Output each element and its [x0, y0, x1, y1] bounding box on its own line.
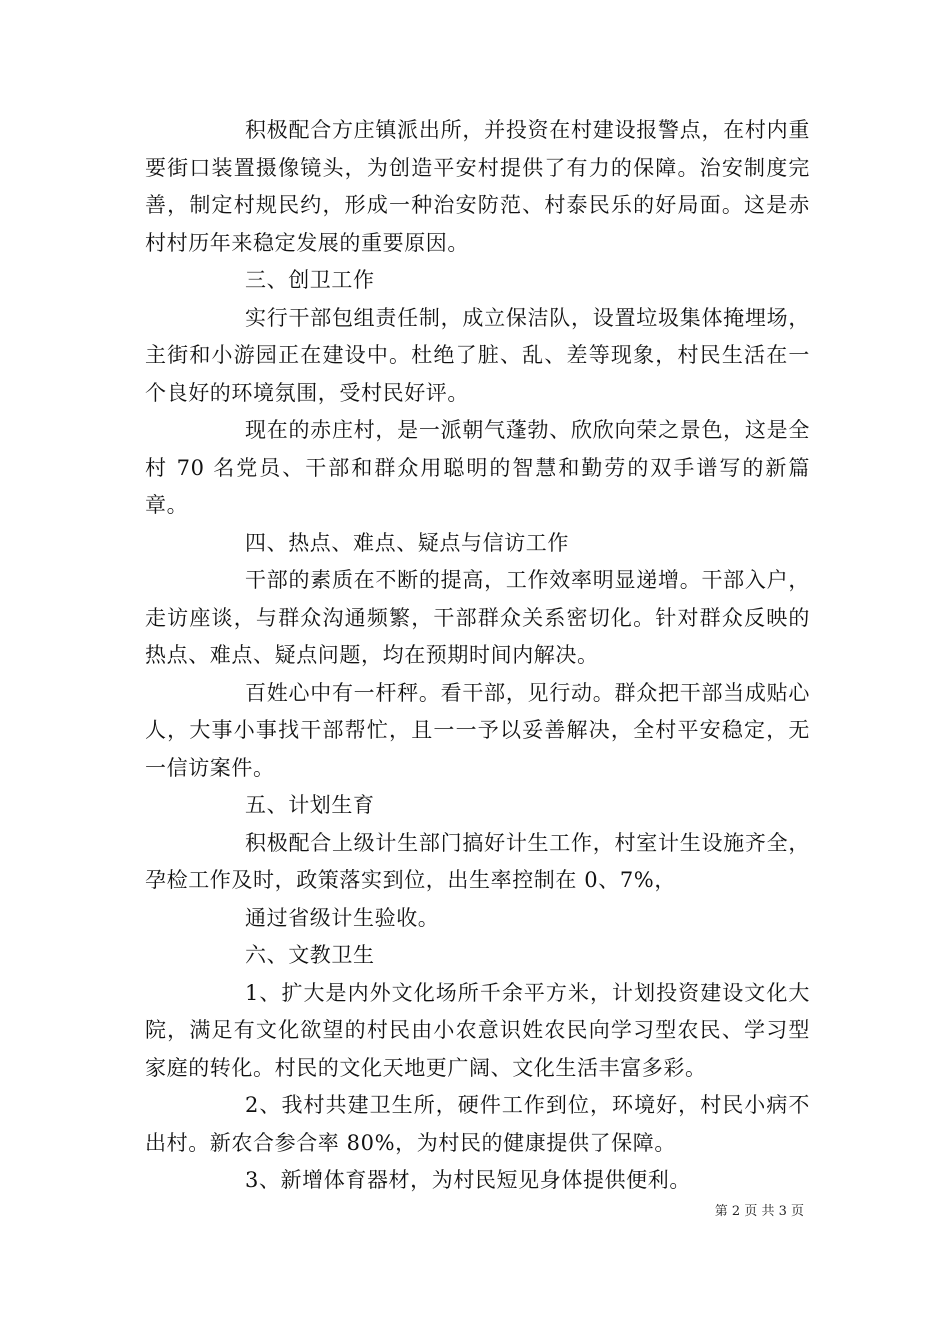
- page-number-footer: 第 2 页 共 3 页: [714, 1204, 804, 1219]
- paragraph-village-outlook: 现在的赤庄村，是一派朝气蓬勃、欣欣向荣之景色，这是全村 70 名党员、干部和群众用聪明的智慧和勤劳的双手谱写的新篇章。: [145, 418, 810, 517]
- paragraph-family-planning: 积极配合上级计生部门搞好计生工作，村室计生设施齐全，孕检工作及时，政策落实到位，出生率控制在 0、7%，: [145, 830, 810, 892]
- list-item-sports: 3、新增体育器材，为村民短见身体提供便利。: [245, 1168, 691, 1192]
- paragraph-sanitation: 实行干部包组责任制，成立保洁队，设置垃圾集体掩埋场，主街和小游园正在建设中。杜绝了脏、乱、差等现象，村民生活在一个良好的环境氛围，受村民好评。: [145, 305, 810, 405]
- paragraph-provincial-inspection: 通过省级计生验收。: [245, 905, 440, 930]
- section-heading-culture-health: 六、文教卫生: [245, 943, 375, 967]
- list-item-clinic: 2、我村共建卫生所，硬件工作到位，环境好，村民小病不出村。新农合参合率 80%，为村民的健康提供了保障。: [145, 1093, 810, 1155]
- paragraph-public-trust: 百姓心中有一杆秤。看干部，见行动。群众把干部当成贴心人，大事小事找干部帮忙，且一一予以妥善解决，全村平安稳定，无一信访案件。: [145, 680, 810, 780]
- section-heading-petitions: 四、热点、难点、疑点与信访工作: [245, 530, 569, 555]
- list-item-culture: 1、扩大是内外文化场所千余平方米，计划投资建设文化大院，满足有文化欲望的村民由小农意识姓农民向学习型农民、学习型家庭的转化。村民的文化天地更广阔、文化生活丰富多彩。: [145, 980, 810, 1080]
- document-body: [145, 112, 810, 1200]
- section-heading-family-planning: 五、计划生育: [245, 793, 375, 817]
- paragraph-cadre-quality: 干部的素质在不断的提高，工作效率明显递增。干部入户，走访座谈，与群众沟通频繁，干部群众关系密切化。针对群众反映的热点、难点、疑点问题，均在预期时间内解决。: [145, 568, 810, 667]
- section-heading-sanitation: 三、创卫工作: [245, 268, 375, 292]
- paragraph-security: 积极配合方庄镇派出所，并投资在村建设报警点，在村内重要街口装置摄像镜头，为创造平安村提供了有力的保障。治安制度完善，制定村规民约，形成一种治安防范、村泰民乐的好局面。这是赤村村历年来稳定发展的重要原因。: [145, 118, 810, 255]
